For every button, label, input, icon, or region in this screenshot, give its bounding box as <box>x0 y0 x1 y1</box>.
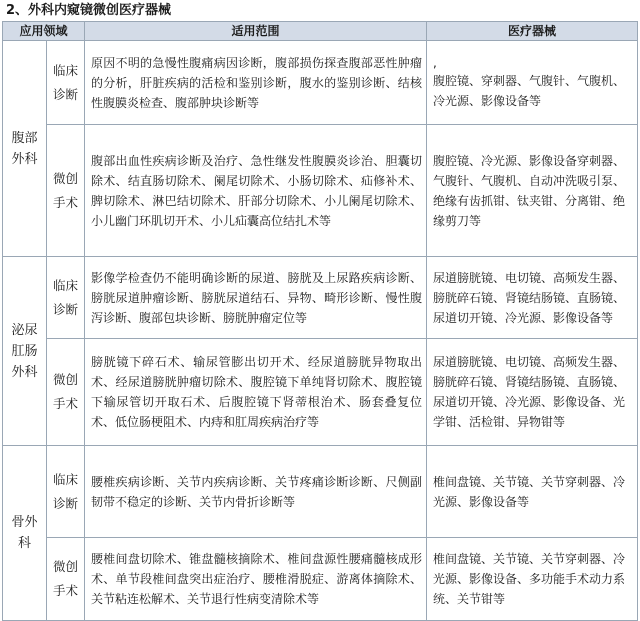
type-cell: 微创手术 <box>47 125 85 257</box>
instruments-cell: 尿道膀胱镜、电切镜、高频发生器、膀胱碎石镜、肾镜结肠镜、直肠镜、尿道切开镜、冷光源、影像设备等 <box>427 257 638 339</box>
domain-cell: 骨外科 <box>3 446 47 621</box>
table-row <box>3 339 638 446</box>
instruments-cell <box>427 41 638 125</box>
stray-mark: , <box>433 55 437 70</box>
header-instruments: 医疗器械 <box>427 22 638 41</box>
section-title: 2、外科内窥镜微创医疗器械 <box>6 3 172 18</box>
scope-cell: 膀胱镜下碎石术、输尿管膨出切开术、经尿道膀胱异物取出术、经尿道膀胱肿瘤切除术、腹腔镜下单纯肾切除术、腹腔镜下输尿管切开取石术、后腹腔镜下肾蒂根治术、肠套叠复位术、低位肠梗阻术、内痔和肛周疾病治疗等 <box>85 339 427 446</box>
table-row <box>3 446 638 538</box>
scope-cell: 腰椎疾病诊断、关节内疾病诊断、关节疼痛诊断诊断、尺侧副韧带不稳定的诊断、关节内骨折诊断等 <box>85 446 427 538</box>
domain-cell: 泌尿肛肠外科 <box>3 257 47 446</box>
scope-cell: 腹部出血性疾病诊断及治疗、急性继发性腹膜炎诊治、胆囊切除术、结直肠切除术、阑尾切除术、小肠切除术、疝修补术、脾切除术、淋巴结切除术、肝部分切除术、小儿阑尾切除术、小儿幽门环肌切开术、小儿疝囊高位结扎术等 <box>85 125 427 257</box>
instrument-table <box>2 21 638 621</box>
instruments-text: 腹腔镜、穿刺器、气腹针、气腹机、冷光源、影像设备等 <box>433 73 626 108</box>
table-header-row <box>3 22 638 41</box>
scope-cell: 腰椎间盘切除术、锥盘髓核摘除术、椎间盘源性腰痛髓核成形术、单节段椎间盘突出症治疗、腰椎滑脱症、游离体摘除术、关节粘连松解术、关节退行性病变清除术等 <box>85 538 427 621</box>
type-cell: 临床诊断 <box>47 446 85 538</box>
instruments-cell: 椎间盘镜、关节镜、关节穿刺器、冷光源、影像设备等 <box>427 446 638 538</box>
instruments-cell: 椎间盘镜、关节镜、关节穿刺器、冷光源、影像设备、多功能手术动力系统、关节钳等 <box>427 538 638 621</box>
table-row <box>3 125 638 257</box>
instruments-cell: 腹腔镜、冷光源、影像设备穿刺器、气腹针、气腹机、自动冲洗吸引泵、绝缘有齿抓钳、钛夹钳、分离钳、绝缘剪刀等 <box>427 125 638 257</box>
scope-cell: 原因不明的急慢性腹痛病因诊断，腹部损伤探查腹部恶性肿瘤的分析，肝脏疾病的活检和鉴别诊断，腹水的鉴别诊断、结核性腹膜炎检查、腹部肿块诊断等 <box>85 41 427 125</box>
table-row <box>3 257 638 339</box>
type-cell: 微创手术 <box>47 538 85 621</box>
domain-cell: 腹部外科 <box>3 41 47 257</box>
type-cell: 临床诊断 <box>47 257 85 339</box>
type-cell: 微创手术 <box>47 339 85 446</box>
header-scope: 适用范围 <box>85 22 427 41</box>
type-cell: 临床诊断 <box>47 41 85 125</box>
header-domain: 应用领域 <box>3 22 85 41</box>
scope-cell: 影像学检查仍不能明确诊断的尿道、膀胱及上尿路疾病诊断、膀胱尿道肿瘤诊断、膀胱尿道结石、异物、畸形诊断、慢性腹泻诊断、腹部包块诊断、膀胱肿瘤定位等 <box>85 257 427 339</box>
instruments-cell: 尿道膀胱镜、电切镜、高频发生器、膀胱碎石镜、肾镜结肠镜、直肠镜、尿道切开镜、冷光源、影像设备、光学钳、活检钳、异物钳等 <box>427 339 638 446</box>
table-row <box>3 41 638 125</box>
table-row <box>3 538 638 621</box>
